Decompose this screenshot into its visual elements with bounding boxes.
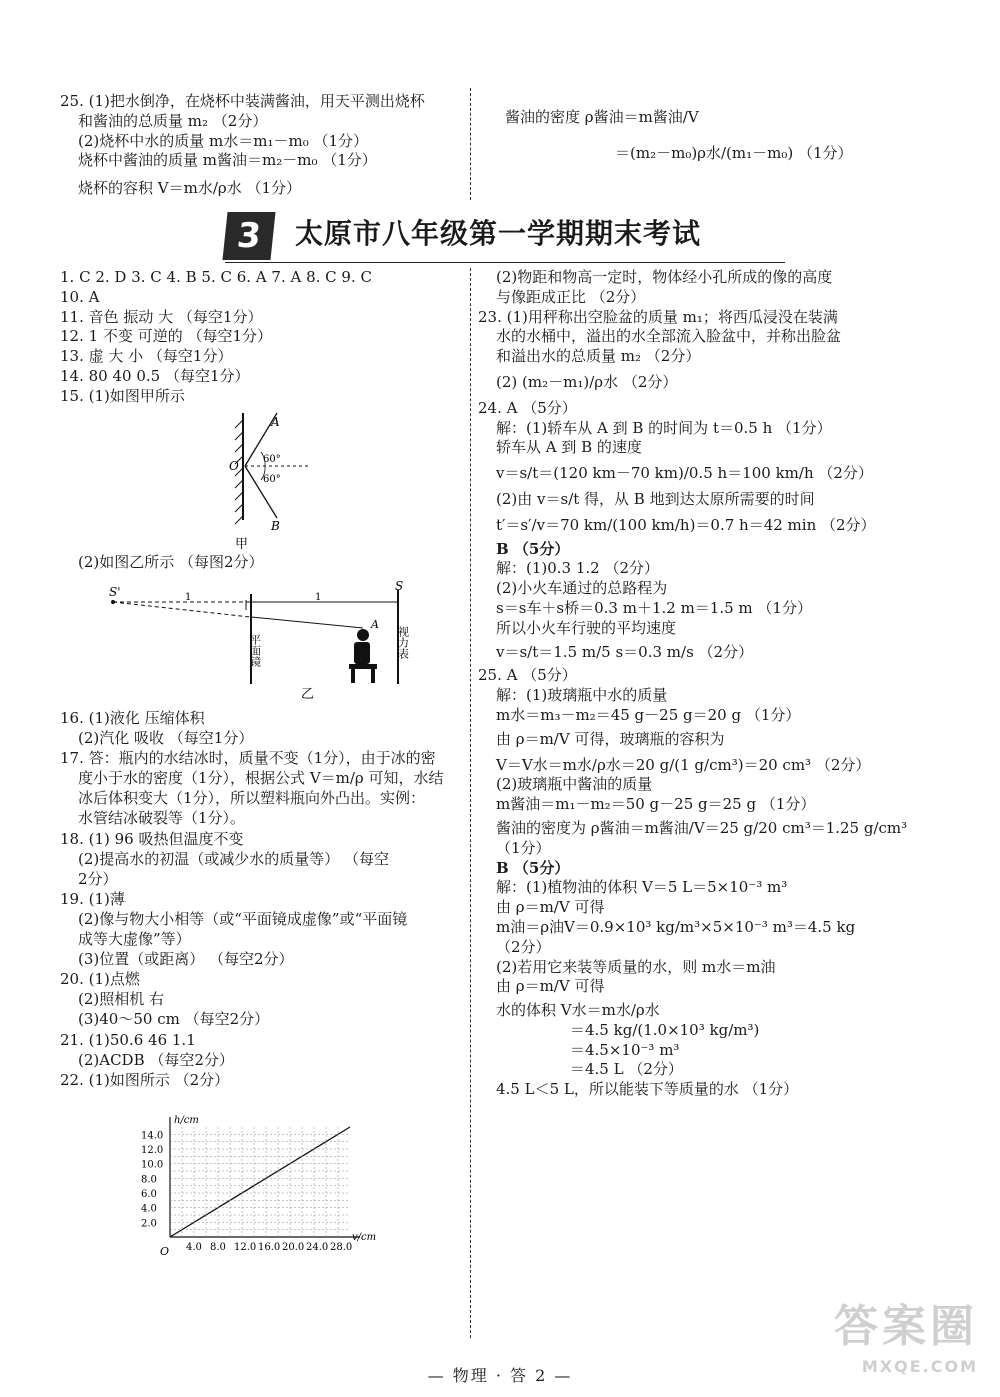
answer-line: 16. (1)液化 压缩体积 bbox=[60, 709, 205, 727]
y-axis-label: h/cm bbox=[174, 1115, 199, 1126]
answer-line: 14. 80 40 0.5 （每空1分） bbox=[60, 366, 250, 385]
answer-line: 1. C 2. D 3. C 4. B 5. C 6. A 7. A 8. C 9. C bbox=[60, 268, 372, 286]
answer-line: 冰后体积变大（1分），所以塑料瓶向外凸出。实例： bbox=[78, 789, 426, 808]
answer-line: B （5分） bbox=[496, 539, 570, 558]
x-tick-label: 24.0 bbox=[306, 1242, 329, 1253]
h-v-graph bbox=[140, 1112, 390, 1262]
answer-line: 烧杯的容积 V＝m水/ρ水 （1分） bbox=[78, 179, 302, 198]
answer-line: ＝4.5 L （2分） bbox=[570, 1060, 683, 1079]
answer-line: 23. (1)用秤称出空脸盆的质量 m₁；将西瓜浸没在装满 bbox=[478, 307, 838, 326]
answer-line: (2)汽化 吸收 （每空1分） bbox=[78, 729, 254, 748]
x-tick-label: 4.0 bbox=[186, 1242, 202, 1253]
answer-line: 22. (1)如图所示 （2分） bbox=[60, 1070, 230, 1089]
x-tick-label: 28.0 bbox=[330, 1242, 353, 1253]
answer-line: ＝4.5 kg/(1.0×10³ kg/m³) bbox=[570, 1020, 760, 1039]
answer-line: 酱油的密度为 ρ酱油＝m酱油/V＝25 g/20 cm³＝1.25 g/cm³ bbox=[496, 818, 908, 837]
answer-line: 15. (1)如图甲所示 bbox=[60, 386, 185, 405]
answer-line: (2)小火车通过的总路程为 bbox=[496, 579, 668, 598]
answer-line: 度小于水的密度（1分），根据公式 V＝m/ρ 可知，水结 bbox=[78, 769, 444, 788]
left-column-bottom bbox=[60, 708, 465, 1090]
seated-person bbox=[349, 629, 377, 683]
answer-line: 2分） bbox=[78, 869, 118, 888]
y-tick-label: 12.0 bbox=[141, 1145, 164, 1156]
data-line bbox=[170, 1127, 350, 1237]
left-column-top bbox=[60, 268, 460, 407]
section-number-badge: 3 bbox=[222, 212, 275, 260]
x-tick-label: 8.0 bbox=[210, 1242, 226, 1253]
x-tick-label: 20.0 bbox=[282, 1242, 305, 1253]
answer-line: 25. (1)把水倒净，在烧杯中装满酱油，用天平测出烧杯 bbox=[60, 92, 425, 110]
answer-line: v＝s/t＝(120 km－70 km)/0.5 h＝100 km/h （2分） bbox=[496, 464, 873, 483]
answer-line: 与像距成正比 （2分） bbox=[496, 287, 646, 306]
column-divider bbox=[470, 268, 471, 1338]
answer-line: (2)烧杯中水的质量 m水＝m₁－m₀ （1分） bbox=[78, 131, 369, 150]
answer-line: (2)玻璃瓶中酱油的质量 bbox=[496, 775, 653, 794]
label-l2: 1 bbox=[315, 592, 322, 603]
answer-line: 12. 1 不变 可逆的 （每空1分） bbox=[60, 327, 273, 346]
figure-caption: 甲 bbox=[235, 537, 249, 552]
answer-line: 成等大虚像”等） bbox=[78, 930, 191, 949]
answer-line: (2)由 v＝s/t 得，从 B 地到达太原所需要的时间 bbox=[496, 489, 815, 508]
answer-line: 24. A （5分） bbox=[478, 398, 577, 417]
answer-line: v＝s/t＝1.5 m/5 s＝0.3 m/s （2分） bbox=[496, 642, 754, 661]
answer-line: s＝s车＋s桥＝0.3 m＋1.2 m＝1.5 m （1分） bbox=[496, 598, 812, 617]
label-angle1: 60° bbox=[263, 454, 281, 465]
answer-line: 水的水桶中，溢出的水全部流入脸盆中，并称出脸盆 bbox=[496, 327, 842, 346]
label-s-prime: S' bbox=[109, 585, 121, 599]
answer-line: m油＝ρ油V＝0.9×10³ kg/m³×5×10⁻³ m³＝4.5 kg bbox=[496, 917, 856, 936]
answer-line: B （5分） bbox=[496, 858, 570, 877]
top-right-block bbox=[505, 108, 965, 164]
figure-reflection bbox=[215, 408, 325, 553]
answer-line: 解：(1)植物油的体积 V＝5 L＝5×10⁻³ m³ bbox=[496, 878, 788, 897]
answer-line: 4.5 L＜5 L，所以能装下等质量的水 （1分） bbox=[496, 1080, 799, 1099]
right-column bbox=[478, 268, 978, 1100]
answer-line: 轿车从 A 到 B 的速度 bbox=[496, 438, 642, 457]
answer-line: (3)40～50 cm （每空2分） bbox=[78, 1010, 270, 1029]
answer-line: ＝(m₂－m₀)ρ水/(m₁－m₀) （1分） bbox=[615, 143, 853, 162]
answer-line: 20. (1)点燃 bbox=[60, 970, 140, 989]
answer-line: (2)ACDB （每空2分） bbox=[78, 1050, 234, 1069]
header-rule bbox=[225, 262, 785, 263]
answer-line: (2)像与物大小相等（或“平面镜成虚像”或“平面镜 bbox=[78, 909, 408, 928]
answer-line: 13. 虚 大 小 （每空1分） bbox=[60, 347, 233, 366]
answer-line: 和酱油的总质量 m₂ （2分） bbox=[78, 111, 268, 130]
label-l1: 1 bbox=[185, 592, 192, 603]
watermark-logo: 答案圈 bbox=[834, 1300, 978, 1352]
x-tick-label: 12.0 bbox=[234, 1242, 257, 1253]
answer-line: m水＝m₃－m₂＝45 g－25 g＝20 g （1分） bbox=[496, 705, 801, 724]
answer-line: (2)提高水的初温（或减少水的质量等） （每空 bbox=[78, 849, 390, 868]
answer-line: (2)照相机 右 bbox=[78, 990, 165, 1009]
y-tick-label: 4.0 bbox=[141, 1203, 157, 1215]
answer-line: 由 ρ＝m/V 可得，玻璃瓶的容积为 bbox=[496, 729, 725, 748]
answer-line: t′＝s′/v＝70 km/(100 km/h)＝0.7 h＝42 min （2分） bbox=[496, 515, 876, 534]
answer-line: 17. 答：瓶内的水结冰时，质量不变（1分），由于冰的密 bbox=[60, 749, 436, 768]
y-tick-label: 10.0 bbox=[141, 1159, 164, 1171]
figure-caption: 乙 bbox=[301, 687, 315, 700]
y-tick-label: 2.0 bbox=[141, 1218, 157, 1230]
label-a: A bbox=[371, 618, 379, 631]
answer-line: (2)物距和物高一定时，物体经小孔所成的像的高度 bbox=[496, 268, 833, 286]
section-title: 太原市八年级第一学期期末考试 bbox=[295, 217, 702, 250]
section-header bbox=[225, 212, 785, 262]
watermark bbox=[834, 1298, 978, 1377]
answer-line: 19. (1)薄 bbox=[60, 889, 125, 908]
figure-eye-chart bbox=[105, 580, 425, 700]
answer-line: 由 ρ＝m/V 可得 bbox=[496, 898, 605, 917]
page-footer: — 物理 · 答 2 — bbox=[427, 1366, 573, 1385]
top-left-block bbox=[60, 92, 460, 199]
origin-label: O bbox=[160, 1245, 170, 1258]
chart-label: 视力表 bbox=[396, 626, 410, 659]
label-o: O bbox=[229, 459, 239, 473]
answer-line: 烧杯中酱油的质量 m酱油＝m₂－m₀ （1分） bbox=[78, 151, 377, 170]
answer-line: 酱油的密度 ρ酱油＝m酱油/V bbox=[505, 108, 699, 126]
answer-line: 25. A （5分） bbox=[478, 666, 577, 685]
answer-line: 由 ρ＝m/V 可得 bbox=[496, 977, 605, 996]
answer-line: （1分） bbox=[496, 838, 551, 857]
answer-line: 解：(1)轿车从 A 到 B 的时间为 t＝0.5 h （1分） bbox=[496, 418, 832, 437]
y-tick-label: 14.0 bbox=[141, 1130, 164, 1142]
answer-line: 所以小火车行驶的平均速度 bbox=[496, 618, 677, 637]
left-15b bbox=[78, 553, 264, 573]
answer-line: 解：(1)0.3 1.2 （2分） bbox=[496, 559, 660, 578]
watermark-url: MXQE.COM bbox=[861, 1356, 978, 1376]
answer-line: V＝V水＝m水/ρ水＝20 g/(1 g/cm³)＝20 cm³ （2分） bbox=[496, 755, 871, 774]
mirror-label: 平面镜 bbox=[248, 634, 262, 667]
answer-line: 21. (1)50.6 46 1.1 bbox=[60, 1030, 196, 1049]
column-divider-top bbox=[470, 88, 471, 200]
label-b: B bbox=[271, 519, 280, 533]
x-axis-label: v/cm bbox=[352, 1232, 377, 1243]
x-tick-label: 16.0 bbox=[258, 1242, 281, 1253]
answer-line: 和溢出水的总质量 m₂ （2分） bbox=[496, 347, 701, 366]
y-tick-label: 8.0 bbox=[141, 1174, 157, 1186]
label-s: S bbox=[395, 580, 404, 593]
answer-line: (2)若用它来装等质量的水，则 m水＝m油 bbox=[496, 957, 776, 976]
label-a: A bbox=[271, 415, 280, 429]
answer-line: 11. 音色 振动 大 （每空1分） bbox=[60, 307, 263, 326]
answer-line: 18. (1) 96 吸热但温度不变 bbox=[60, 829, 244, 848]
label-angle2: 60° bbox=[263, 474, 281, 485]
answer-line: ＝4.5×10⁻³ m³ bbox=[570, 1040, 680, 1059]
y-tick-label: 6.0 bbox=[141, 1189, 157, 1200]
answer-line: (3)位置（或距离） （每空2分） bbox=[78, 950, 294, 969]
answer-line: m酱油＝m₁－m₂＝50 g－25 g＝25 g （1分） bbox=[496, 795, 816, 814]
answer-line: (2)如图乙所示 （每图2分） bbox=[78, 553, 264, 571]
answer-line: 水管结冰破裂等（1分）。 bbox=[78, 809, 246, 828]
answer-line: 10. A bbox=[60, 287, 100, 306]
answer-line: （2分） bbox=[496, 937, 551, 956]
answer-line: (2) (m₂－m₁)/ρ水 （2分） bbox=[496, 372, 678, 391]
answer-line: 水的体积 V水＝m水/ρ水 bbox=[496, 1001, 660, 1020]
answer-line: 解：(1)玻璃瓶中水的质量 bbox=[496, 686, 668, 705]
